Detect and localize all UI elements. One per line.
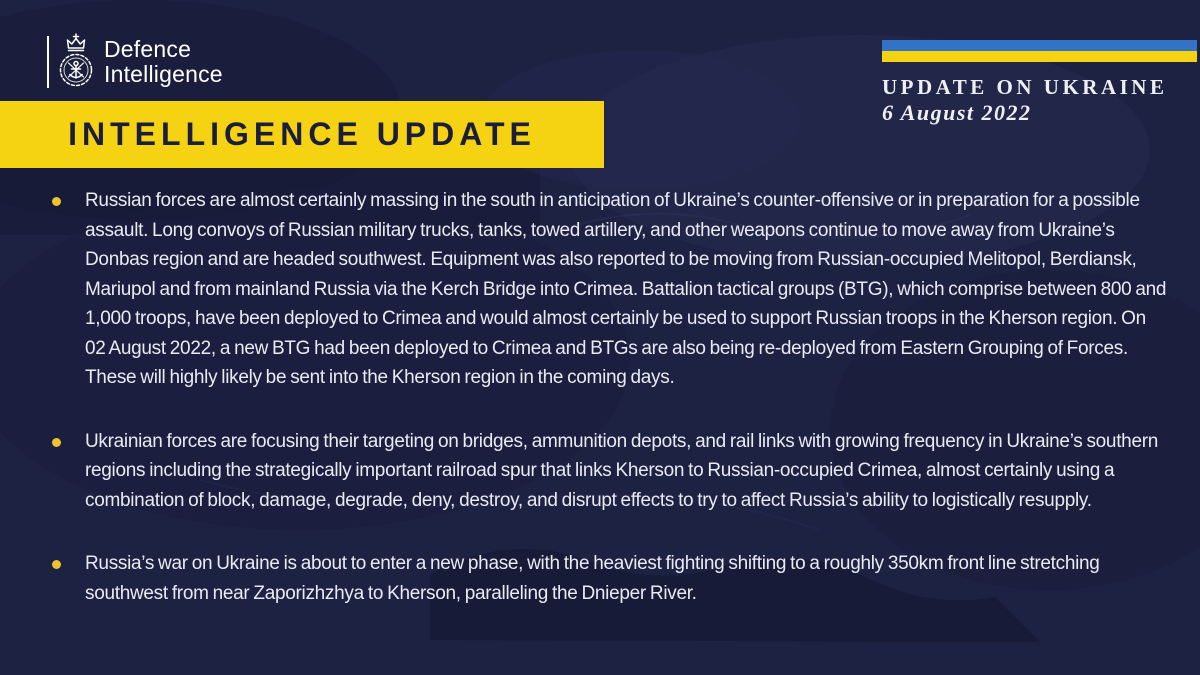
- bullet-text: Russia’s war on Ukraine is about to enter a new phase, with the heaviest fighting shifting to a roughly 350km front line stretching southwest from near Zaporizhzhya to Kherson, paralleling the Dnieper River.: [85, 553, 1100, 604]
- bullet-dot-icon: [52, 438, 61, 447]
- bullet-item: [52, 549, 1172, 608]
- bullet-item: [52, 427, 1172, 516]
- logo-line-defence: Defence: [104, 36, 192, 62]
- logo-divider: [47, 36, 49, 88]
- logo-line-intelligence: Intelligence: [104, 61, 223, 87]
- bullet-text: Russian forces are almost certainly massing in the south in anticipation of Ukraine’s counter-offensive or in preparation for a possible assault. Long convoys of Russian military trucks, tanks, towed artillery, and other weapons continue to move away from Ukraine’s Donbas region and are headed southwest. Equipment was also reported to be moving from Russian-occupied Melitopol, Berdiansk, Mariupol and from mainland Russia via the Kerch Bridge into Crimea. Battalion tactical groups (BTG), which comprise between 800 and 1,000 troops, have been deployed to Crimea and would almost certainly be used to support Russian troops in the Kherson region. On 02 August 2022, a new BTG had been deployed to Crimea and BTGs are also being re-deployed from Eastern Grouping of Forces. These will highly likely be sent into the Kherson region in the coming days.: [85, 190, 1167, 388]
- bullet-text: Ukrainian forces are focusing their targeting on bridges, ammunition depots, and rail links with growing frequency in Ukraine’s southern regions including the strategically important railroad spur that links Kherson to Russian-occupied Crimea, almost certainly using a combination of block, damage, degrade, deny, destroy, and disrupt effects to try to affect Russia’s ability to logistically resupply.: [85, 430, 1159, 511]
- defence-intelligence-logo: [47, 33, 223, 91]
- uk-mod-crest-icon: [58, 33, 94, 91]
- flag-yellow-band: [882, 51, 1197, 62]
- flag-blue-band: [882, 40, 1197, 51]
- banner-title: INTELLIGENCE UPDATE: [68, 116, 536, 152]
- bullet-dot-icon: [52, 197, 61, 206]
- bullet-list: [52, 186, 1172, 608]
- logo-wordmark: [104, 37, 223, 87]
- update-date: 6 August 2022: [882, 100, 1032, 125]
- ukraine-flag-icon: [882, 40, 1197, 62]
- bullet-dot-icon: [52, 560, 61, 569]
- intelligence-update-banner: [0, 101, 604, 168]
- update-on-ukraine-block: [882, 40, 1198, 126]
- update-title: UPDATE ON UKRAINE: [882, 75, 1168, 99]
- bullet-item: [52, 186, 1172, 393]
